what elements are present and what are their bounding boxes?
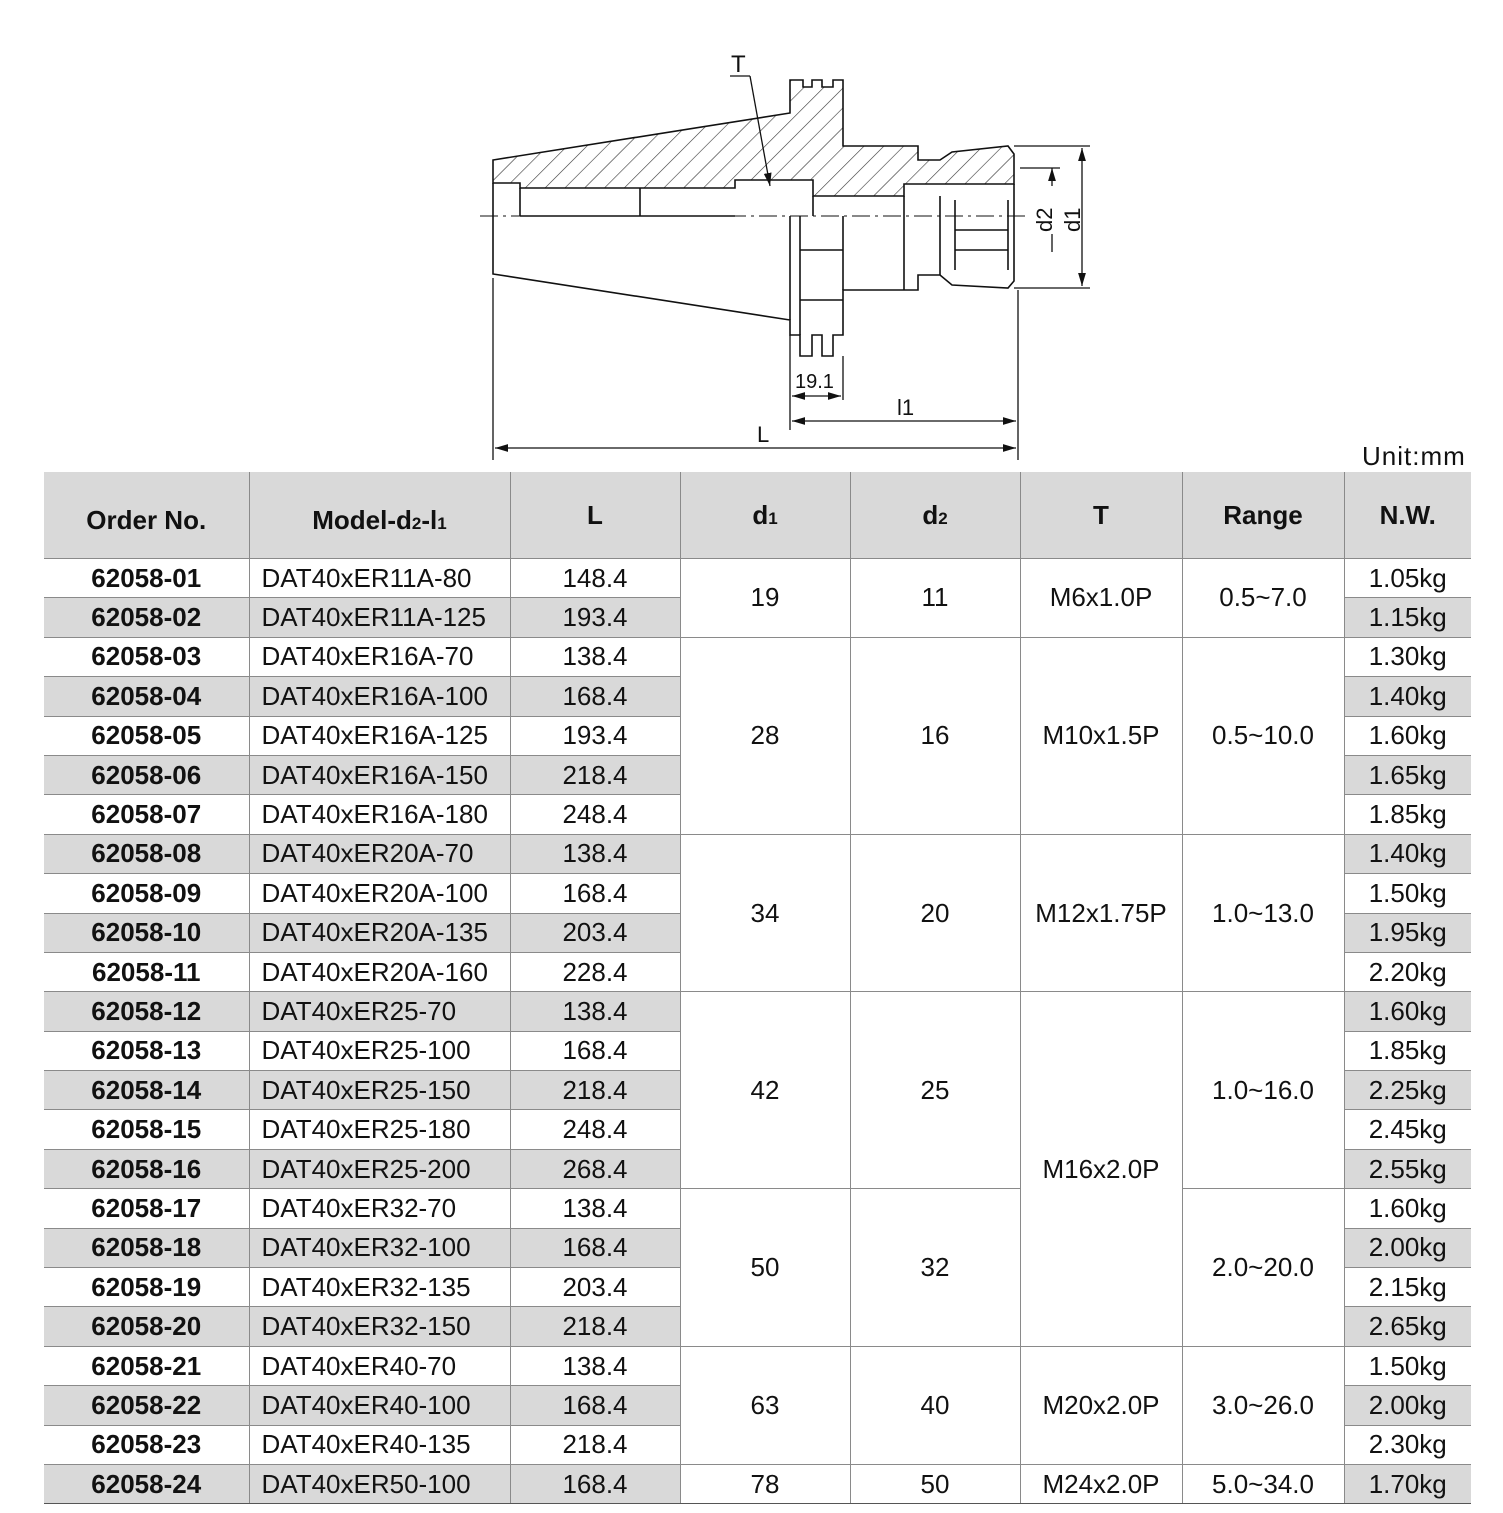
net-weight-cell: 2.20kg (1344, 952, 1471, 991)
model-cell: DAT40xER20A-70 (249, 834, 510, 873)
d2-cell: 11 (850, 559, 1020, 638)
model-cell: DAT40xER16A-150 (249, 755, 510, 794)
flange-width-label: 19.1 (795, 371, 834, 393)
l1-label: l1 (897, 395, 915, 420)
length-dimensions (493, 278, 1018, 460)
table-row (44, 559, 1471, 598)
t-cell: M16x2.0P (1020, 992, 1182, 1347)
table-row (44, 1464, 1471, 1503)
model-cell: DAT40xER32-150 (249, 1307, 510, 1346)
length-cell: 218.4 (510, 1071, 680, 1110)
t-cell: M24x2.0P (1020, 1464, 1182, 1503)
net-weight-cell: 1.85kg (1344, 795, 1471, 834)
order-no-cell: 62058-10 (44, 913, 249, 952)
table-row (44, 637, 1471, 676)
length-cell: 138.4 (510, 1189, 680, 1228)
range-cell: 3.0~26.0 (1182, 1346, 1344, 1464)
length-cell: 168.4 (510, 1228, 680, 1267)
length-cell: 268.4 (510, 1149, 680, 1188)
model-cell: DAT40xER25-150 (249, 1071, 510, 1110)
net-weight-cell: 2.30kg (1344, 1425, 1471, 1464)
table-body (44, 559, 1471, 1504)
t-cell: M20x2.0P (1020, 1346, 1182, 1464)
length-cell: 228.4 (510, 952, 680, 991)
range-cell: 1.0~16.0 (1182, 992, 1344, 1189)
model-cell: DAT40xER25-180 (249, 1110, 510, 1149)
net-weight-cell: 2.55kg (1344, 1149, 1471, 1188)
d2-cell: 25 (850, 992, 1020, 1189)
length-cell: 248.4 (510, 1110, 680, 1149)
range-cell: 2.0~20.0 (1182, 1189, 1344, 1347)
net-weight-cell: 2.15kg (1344, 1268, 1471, 1307)
d2-cell: 16 (850, 637, 1020, 834)
length-cell: 148.4 (510, 559, 680, 598)
order-no-cell: 62058-07 (44, 795, 249, 834)
d1-cell: 19 (680, 559, 850, 638)
net-weight-cell: 1.40kg (1344, 677, 1471, 716)
t-cell: M10x1.5P (1020, 637, 1182, 834)
d1-cell: 42 (680, 992, 850, 1189)
range-cell: 0.5~10.0 (1182, 637, 1344, 834)
holder-body (493, 80, 1014, 356)
length-cell: 168.4 (510, 677, 680, 716)
model-cell: DAT40xER20A-100 (249, 874, 510, 913)
d1-cell: 34 (680, 834, 850, 992)
net-weight-cell: 2.00kg (1344, 1228, 1471, 1267)
range-cell: 0.5~7.0 (1182, 559, 1344, 638)
length-cell: 138.4 (510, 992, 680, 1031)
length-cell: 138.4 (510, 1346, 680, 1385)
length-cell: 138.4 (510, 834, 680, 873)
net-weight-cell: 1.60kg (1344, 1189, 1471, 1228)
order-no-cell: 62058-04 (44, 677, 249, 716)
order-no-cell: 62058-12 (44, 992, 249, 1031)
net-weight-cell: 2.25kg (1344, 1071, 1471, 1110)
net-weight-cell: 1.65kg (1344, 755, 1471, 794)
order-no-cell: 62058-13 (44, 1031, 249, 1070)
d2-cell: 40 (850, 1346, 1020, 1464)
model-cell: DAT40xER25-70 (249, 992, 510, 1031)
d2-cell: 32 (850, 1189, 1020, 1347)
L-label: L (757, 422, 770, 447)
model-cell: DAT40xER20A-135 (249, 913, 510, 952)
net-weight-cell: 1.50kg (1344, 874, 1471, 913)
header-order-no: Order No. (44, 472, 249, 559)
net-weight-cell: 1.95kg (1344, 913, 1471, 952)
d1-cell: 63 (680, 1346, 850, 1464)
header-range: Range (1182, 472, 1344, 559)
model-cell: DAT40xER25-200 (249, 1149, 510, 1188)
d1-cell: 78 (680, 1464, 850, 1503)
order-no-cell: 62058-08 (44, 834, 249, 873)
header-T: T (1020, 472, 1182, 559)
length-cell: 218.4 (510, 1307, 680, 1346)
table-row (44, 1189, 1471, 1228)
net-weight-cell: 1.85kg (1344, 1031, 1471, 1070)
net-weight-cell: 1.70kg (1344, 1464, 1471, 1503)
model-cell: DAT40xER40-70 (249, 1346, 510, 1385)
order-no-cell: 62058-09 (44, 874, 249, 913)
length-cell: 203.4 (510, 1268, 680, 1307)
model-cell: DAT40xER16A-125 (249, 716, 510, 755)
length-cell: 168.4 (510, 1386, 680, 1425)
length-cell: 138.4 (510, 637, 680, 676)
model-cell: DAT40xER16A-180 (249, 795, 510, 834)
model-cell: DAT40xER11A-80 (249, 559, 510, 598)
t-cell: M12x1.75P (1020, 834, 1182, 992)
length-cell: 193.4 (510, 716, 680, 755)
length-cell: 203.4 (510, 913, 680, 952)
net-weight-cell: 1.05kg (1344, 559, 1471, 598)
model-cell: DAT40xER16A-70 (249, 637, 510, 676)
net-weight-cell: 2.45kg (1344, 1110, 1471, 1149)
length-cell: 168.4 (510, 1031, 680, 1070)
d1-cell: 28 (680, 637, 850, 834)
header-nw: N.W. (1344, 472, 1471, 559)
tool-holder-drawing (0, 0, 1503, 470)
table-row (44, 834, 1471, 873)
range-cell: 5.0~34.0 (1182, 1464, 1344, 1503)
order-no-cell: 62058-20 (44, 1307, 249, 1346)
model-cell: DAT40xER32-100 (249, 1228, 510, 1267)
net-weight-cell: 1.50kg (1344, 1346, 1471, 1385)
net-weight-cell: 2.65kg (1344, 1307, 1471, 1346)
header-d1: d1 (680, 472, 850, 559)
order-no-cell: 62058-24 (44, 1464, 249, 1503)
order-no-cell: 62058-11 (44, 952, 249, 991)
d1-label: d1 (1060, 207, 1085, 232)
model-cell: DAT40xER50-100 (249, 1464, 510, 1503)
header-model: Model-d2-l1 (249, 472, 510, 559)
length-cell: 193.4 (510, 598, 680, 637)
order-no-cell: 62058-05 (44, 716, 249, 755)
order-no-cell: 62058-19 (44, 1268, 249, 1307)
table-row (44, 1346, 1471, 1385)
order-no-cell: 62058-21 (44, 1346, 249, 1385)
d1-cell: 50 (680, 1189, 850, 1347)
order-no-cell: 62058-16 (44, 1149, 249, 1188)
net-weight-cell: 1.30kg (1344, 637, 1471, 676)
unit-label: Unit:mm (1362, 441, 1466, 471)
length-cell: 218.4 (510, 755, 680, 794)
order-no-cell: 62058-23 (44, 1425, 249, 1464)
order-no-cell: 62058-06 (44, 755, 249, 794)
model-cell: DAT40xER32-70 (249, 1189, 510, 1228)
thread-label: T (731, 51, 746, 78)
t-cell: M6x1.0P (1020, 559, 1182, 638)
net-weight-cell: 2.00kg (1344, 1386, 1471, 1425)
table-row (44, 992, 1471, 1031)
d2-cell: 20 (850, 834, 1020, 992)
net-weight-cell: 1.40kg (1344, 834, 1471, 873)
length-cell: 218.4 (510, 1425, 680, 1464)
length-cell: 248.4 (510, 795, 680, 834)
order-no-cell: 62058-15 (44, 1110, 249, 1149)
d2-cell: 50 (850, 1464, 1020, 1503)
model-cell: DAT40xER11A-125 (249, 598, 510, 637)
order-no-cell: 62058-02 (44, 598, 249, 637)
header-d2: d2 (850, 472, 1020, 559)
header-L: L (510, 472, 680, 559)
net-weight-cell: 1.60kg (1344, 716, 1471, 755)
model-cell: DAT40xER40-135 (249, 1425, 510, 1464)
order-no-cell: 62058-03 (44, 637, 249, 676)
net-weight-cell: 1.15kg (1344, 598, 1471, 637)
spec-table (44, 472, 1471, 1504)
order-no-cell: 62058-18 (44, 1228, 249, 1267)
order-no-cell: 62058-22 (44, 1386, 249, 1425)
model-cell: DAT40xER25-100 (249, 1031, 510, 1070)
header-row (44, 472, 1471, 559)
length-cell: 168.4 (510, 874, 680, 913)
net-weight-cell: 1.60kg (1344, 992, 1471, 1031)
model-cell: DAT40xER16A-100 (249, 677, 510, 716)
order-no-cell: 62058-14 (44, 1071, 249, 1110)
d2-label: d2 (1032, 207, 1057, 232)
model-cell: DAT40xER20A-160 (249, 952, 510, 991)
length-cell: 168.4 (510, 1464, 680, 1503)
order-no-cell: 62058-01 (44, 559, 249, 598)
range-cell: 1.0~13.0 (1182, 834, 1344, 992)
order-no-cell: 62058-17 (44, 1189, 249, 1228)
model-cell: DAT40xER40-100 (249, 1386, 510, 1425)
model-cell: DAT40xER32-135 (249, 1268, 510, 1307)
